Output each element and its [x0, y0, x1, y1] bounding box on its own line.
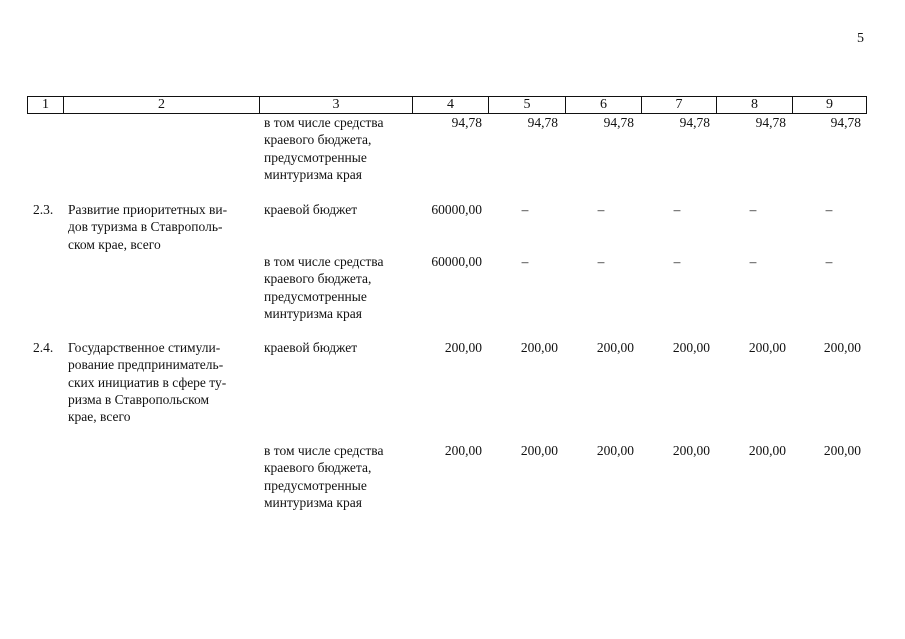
- value-cell: –: [597, 202, 605, 217]
- header-col-5: 5: [489, 97, 566, 113]
- funding-source: в том числе средства краевого бюджета, предусмотренные минтуризма края: [264, 115, 384, 182]
- header-col-4: 4: [413, 97, 489, 113]
- value-cell: 94,78: [830, 115, 861, 130]
- value-cell: 60000,00: [431, 202, 482, 217]
- value-cell: –: [749, 254, 757, 269]
- value-cell: 94,78: [603, 115, 634, 130]
- value-cell: 94,78: [679, 115, 710, 130]
- measure-name: Государственное стимули- рование предприниматель- ских инициатив в сфере ту- ризма в Ставропольском крае, всего: [68, 340, 227, 425]
- funding-source: краевой бюджет: [264, 340, 358, 355]
- value-cell: 200,00: [672, 340, 710, 355]
- value-cell: 60000,00: [431, 254, 482, 269]
- header-col-1: 1: [28, 97, 64, 113]
- row-number: 2.4.: [33, 340, 54, 355]
- value-cell: 94,78: [755, 115, 786, 130]
- funding-source: краевой бюджет: [264, 202, 358, 217]
- header-col-9: 9: [826, 97, 833, 112]
- header-col-7: 7: [642, 97, 717, 113]
- header-col-2: 2: [64, 97, 260, 113]
- value-cell: –: [597, 254, 605, 269]
- header-col-6: 6: [566, 97, 642, 113]
- value-cell: –: [749, 202, 757, 217]
- measure-name: Развитие приоритетных ви- дов туризма в Ставрополь- ском крае, всего: [68, 202, 228, 252]
- value-cell: 200,00: [748, 340, 786, 355]
- value-cell: 94,78: [451, 115, 482, 130]
- value-cell: –: [825, 202, 833, 217]
- value-cell: –: [825, 254, 833, 269]
- value-cell: 200,00: [823, 443, 861, 458]
- table-header-row: [27, 96, 867, 114]
- value-cell: 200,00: [748, 443, 786, 458]
- value-cell: –: [521, 254, 529, 269]
- value-cell: –: [673, 202, 681, 217]
- value-cell: 200,00: [672, 443, 710, 458]
- value-cell: 200,00: [596, 443, 634, 458]
- row-number: 2.3.: [33, 202, 54, 217]
- value-cell: 200,00: [520, 340, 558, 355]
- funding-source: в том числе средства краевого бюджета, предусмотренные минтуризма края: [264, 443, 384, 510]
- value-cell: 200,00: [823, 340, 861, 355]
- header-col-3: 3: [260, 97, 413, 113]
- value-cell: 200,00: [520, 443, 558, 458]
- value-cell: 200,00: [444, 340, 482, 355]
- value-cell: –: [521, 202, 529, 217]
- page-number: 5: [857, 31, 864, 46]
- value-cell: –: [673, 254, 681, 269]
- funding-source: в том числе средства краевого бюджета, предусмотренные минтуризма края: [264, 254, 384, 321]
- value-cell: 200,00: [444, 443, 482, 458]
- header-col-8: 8: [717, 97, 793, 113]
- value-cell: 94,78: [527, 115, 558, 130]
- value-cell: 200,00: [596, 340, 634, 355]
